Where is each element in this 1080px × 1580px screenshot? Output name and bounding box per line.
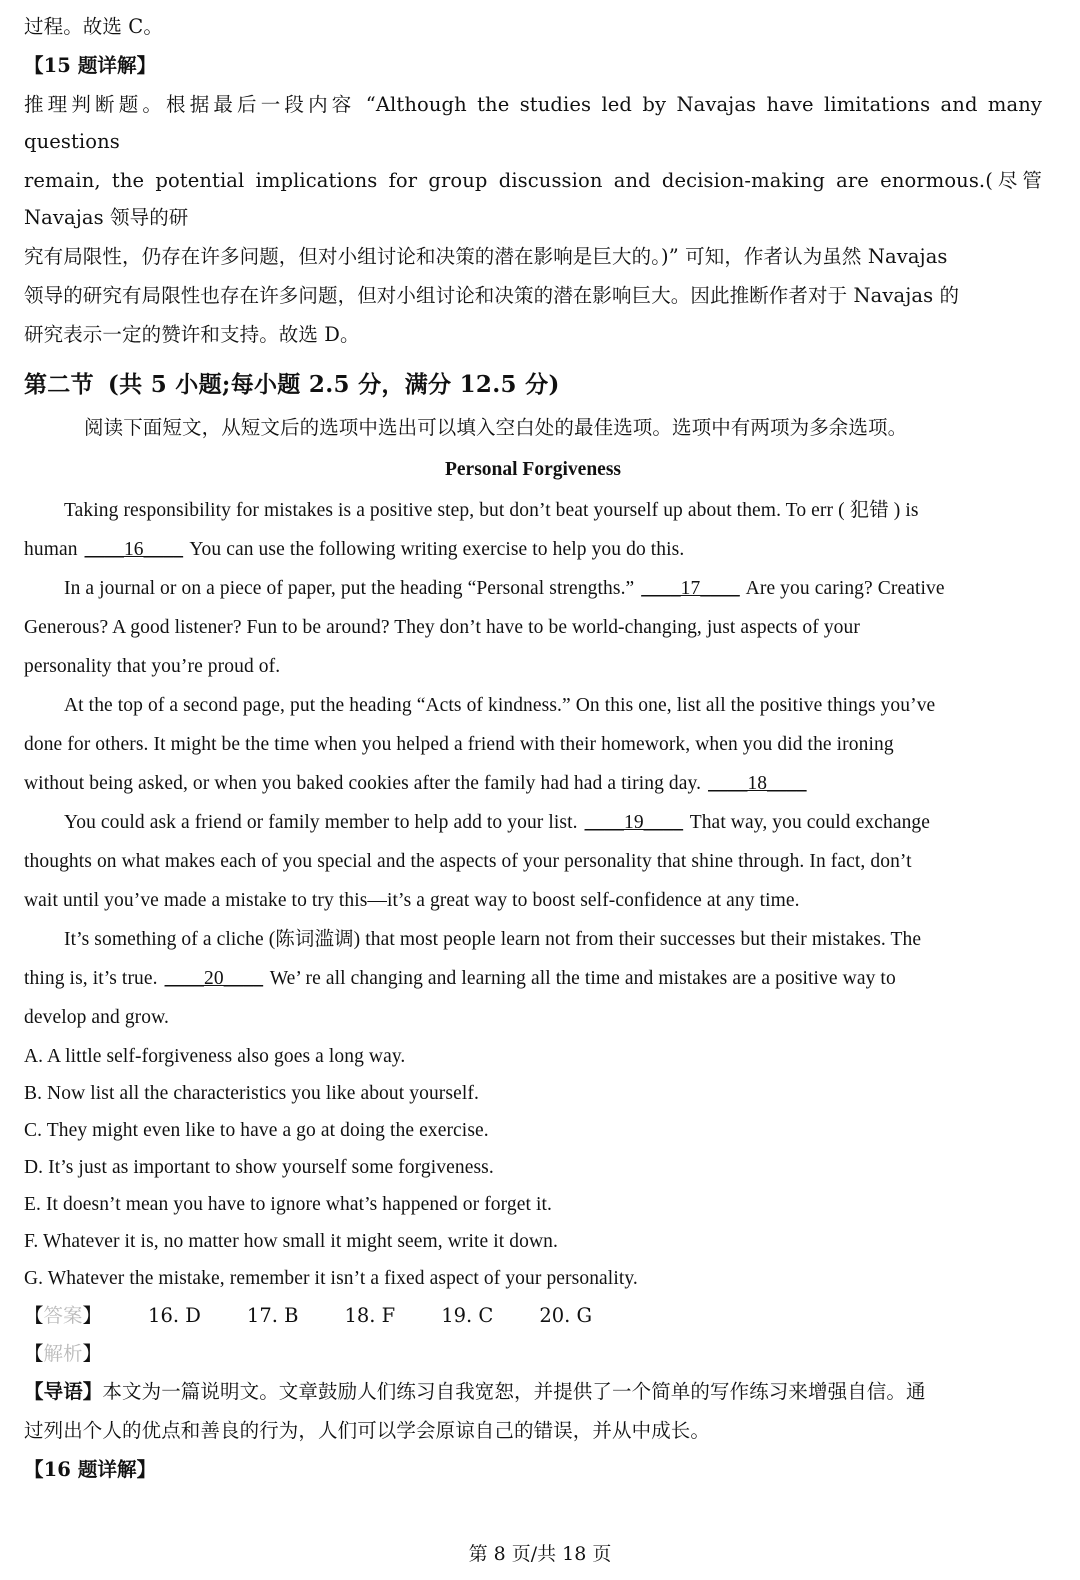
passage-paragraph-1-line-1: Taking responsibility for mistakes is a positive step, but don’t beat yourself up about them. To err ( 犯错 ) is — [64, 500, 919, 521]
passage-paragraph-3-line-2: done for others. It might be the time when you helped a friend with their homework, when you did the ironing — [24, 734, 894, 755]
passage-paragraph-5-line-2 — [24, 960, 1042, 997]
guide-line-2: 过列出个人的优点和善良的行为，人们可以学会原谅自己的错误，并从中成长。 — [24, 1419, 711, 1442]
top-fragment: 过程。故选 C。 — [24, 15, 163, 38]
answer-17: 17. B — [246, 1304, 299, 1327]
answer-20: 20. G — [539, 1304, 593, 1327]
blank-18: ____18____ — [708, 773, 807, 794]
passage-paragraph-2-line-2: Generous? A good listener? Fun to be around? They don’t have to be world-changing, just aspects of your — [24, 617, 860, 638]
q16-heading: 【16 题详解】 — [24, 1458, 157, 1481]
option-g: G. Whatever the mistake, remember it isn’t a fixed aspect of your personality. — [24, 1268, 638, 1289]
answer-16: 16. D — [148, 1304, 201, 1327]
answer-19: 19. C — [441, 1304, 494, 1327]
answer-label-open: 【 — [24, 1304, 44, 1327]
q15-body-line-2: remain, the potential implications for group discussion and decision-making are enormous.(尽管 Navajas 领导的研 — [24, 169, 1042, 229]
analysis-label-open: 【 — [24, 1342, 44, 1365]
p4-text-after-blank: That way, you could exchange — [685, 812, 931, 833]
option-d: D. It’s just as important to show yourself some forgiveness. — [24, 1157, 494, 1178]
passage-paragraph-4-line-2: thoughts on what makes each of you special and the aspects of your personality that shine through. In fact, don’t — [24, 851, 912, 872]
option-c: C. They might even like to have a go at doing the exercise. — [24, 1120, 489, 1141]
option-b: B. Now list all the characteristics you like about yourself. — [24, 1083, 479, 1104]
p2-text-after-blank: Are you caring? Creative — [741, 578, 945, 599]
passage-paragraph-3-line-1: At the top of a second page, put the heading “Acts of kindness.” On this one, list all the positive things you’ve — [64, 695, 936, 716]
q15-body-line-4: 领导的研究有局限性也存在许多问题，但对小组讨论和决策的潜在影响巨大。因此推断作者对于 Navajas 的 — [24, 284, 960, 307]
section-instruction: 阅读下面短文，从短文后的选项中选出可以填入空白处的最佳选项。选项中有两项为多余选项。 — [84, 416, 908, 439]
section-score-note: (共 5 小题;每小题 2.5 分，满分 12.5 分) — [107, 371, 560, 398]
passage-paragraph-4-line-3: wait until you’ve made a mistake to try this—it’s a great way to boost self-confidence at any time. — [24, 890, 800, 911]
analysis-label-close: 】 — [82, 1342, 103, 1365]
p1-text-after-blank: You can use the following writing exercise to help you do this. — [185, 539, 685, 560]
passage-paragraph-5-line-1: It’s something of a cliche (陈词滥调) that most people learn not from their successes but their mistakes. The — [64, 929, 922, 950]
p1-text-before-blank: human — [24, 539, 83, 560]
section-number: 第二节 — [24, 371, 94, 398]
passage-paragraph-1-line-2 — [24, 531, 1042, 568]
passage-paragraph-4-line-1 — [24, 804, 1042, 841]
answer-line — [24, 1297, 1042, 1335]
guide-text-1: 本文为一篇说明文。文章鼓励人们练习自我宽恕，并提供了一个简单的写作练习来增强自信。通 — [102, 1380, 926, 1403]
q15-heading: 【15 题详解】 — [24, 54, 157, 77]
q15-body-line-5: 研究表示一定的赞许和支持。故选 D。 — [24, 323, 360, 346]
p4-text-before-blank: You could ask a friend or family member to help add to your list. — [64, 812, 583, 833]
q15-body-line-1: 推理判断题。根据最后一段内容 “Although the studies led by Navajas have limitations and many questions — [24, 93, 1042, 153]
blank-20: ____20____ — [164, 968, 264, 989]
section-heading — [24, 363, 1042, 407]
p5-text-after-blank: We’ re all changing and learning all the time and mistakes are a positive way to — [265, 968, 896, 989]
page-footer: 第 8 页/共 18 页 — [468, 1543, 612, 1565]
option-list — [24, 1038, 1042, 1297]
p3-text-before-blank: without being asked, or when you baked cookies after the family had had a tiring day. — [24, 773, 707, 794]
blank-17: ____17____ — [641, 578, 740, 599]
analysis-label-text: 解析 — [43, 1342, 83, 1365]
answer-18: 18. F — [344, 1304, 396, 1327]
guide-heading: 【导语】 — [24, 1380, 103, 1403]
analysis-label — [24, 1335, 1042, 1373]
option-a: A. A little self-forgiveness also goes a long way. — [24, 1046, 406, 1067]
guide-line-1 — [24, 1373, 1042, 1410]
p2-text-before-blank: In a journal or on a piece of paper, put the heading “Personal strengths.” — [64, 578, 640, 599]
q15-body-line-3: 究有局限性，仍存在许多问题，但对小组讨论和决策的潜在影响是巨大的。)” 可知，作者认为虽然 Navajas — [24, 245, 948, 268]
p5-text-before-blank: thing is, it’s true. — [24, 968, 163, 989]
passage-paragraph-2-line-1 — [24, 570, 1042, 607]
option-f: F. Whatever it is, no matter how small it might seem, write it down. — [24, 1231, 559, 1252]
passage-title: Personal Forgiveness — [444, 459, 621, 480]
passage-paragraph-5-line-3: develop and grow. — [24, 1007, 170, 1028]
option-e: E. It doesn’t mean you have to ignore what’s happened or forget it. — [24, 1194, 553, 1215]
answer-label-close: 】 — [82, 1304, 103, 1327]
answer-label-text: 答案 — [43, 1304, 83, 1327]
blank-19: ____19____ — [584, 812, 684, 833]
blank-16: ____16____ — [84, 539, 184, 560]
passage-paragraph-2-line-3: personality that you’re proud of. — [24, 656, 281, 677]
passage-paragraph-3-line-3 — [24, 765, 1042, 802]
